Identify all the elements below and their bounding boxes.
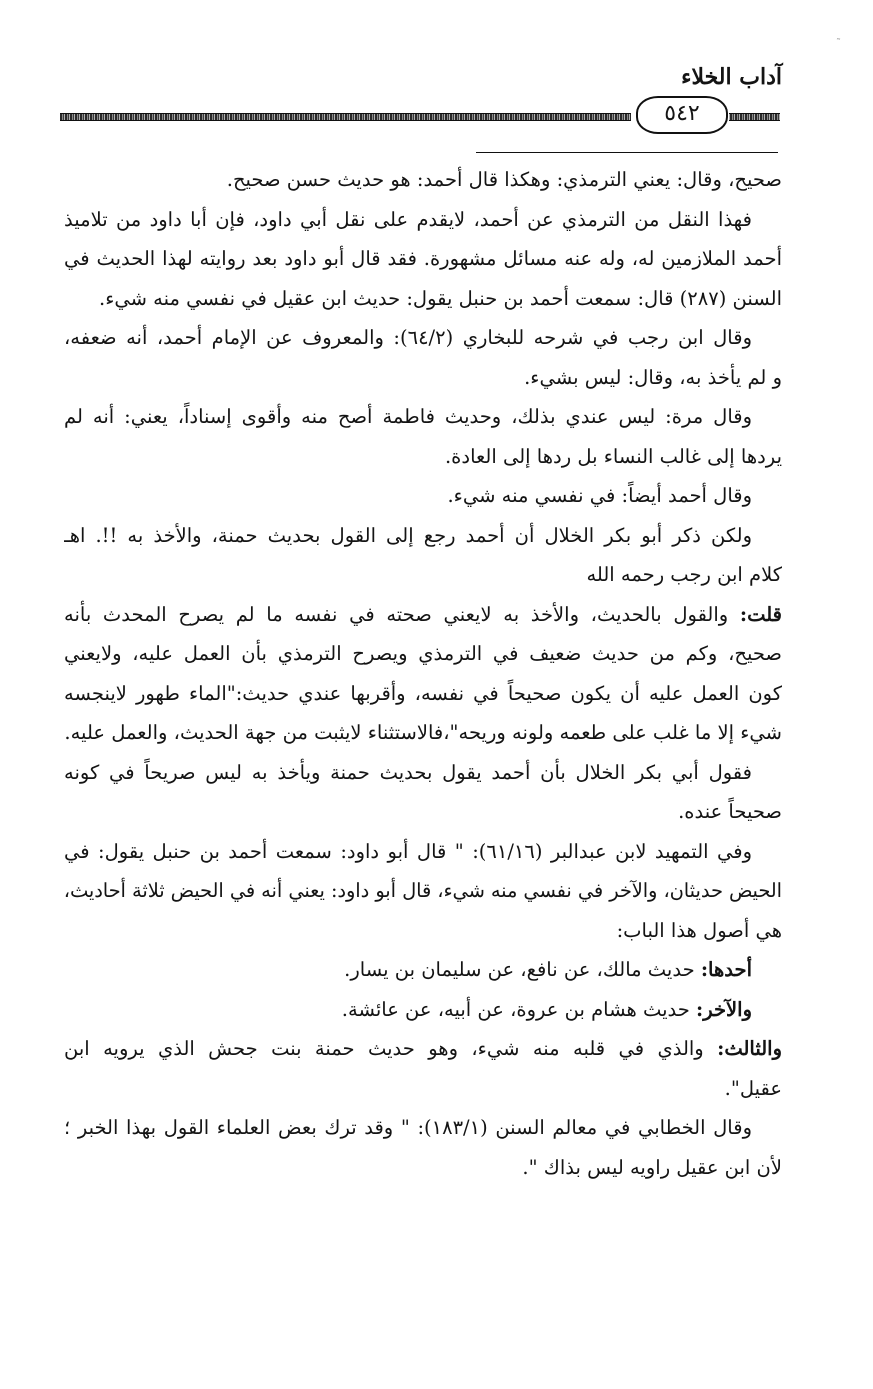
running-title: آداب الخلاء xyxy=(681,64,782,90)
text-line: لأن ابن عقيل راويه ليس بذاك ". xyxy=(522,1155,782,1179)
page-number: ٥٤٢ xyxy=(636,96,728,134)
paragraph-12 xyxy=(64,1029,782,1108)
text-line: فهذا النقل من الترمذي عن أحمد، لايقدم على نقل أبي داود، فإن أبا داود من تلاميذ xyxy=(64,207,752,231)
paragraph-3 xyxy=(64,318,782,397)
text-line: السنن (٢٨٧) قال: سمعت أحمد بن حنبل يقول: حديث ابن عقيل في نفسي منه شيء. xyxy=(99,286,782,310)
footnote-separator-rule xyxy=(476,152,778,153)
paragraph-4 xyxy=(64,397,782,476)
text-line: كون العمل عليه أن يكون صحيحاً في نفسه، وأقربها عندي حديث:"الماء طهور لاينجسه xyxy=(64,681,782,705)
text-line: صحيح، وكم من حديث ضعيف في الترمذي ويصرح الترمذي بأن العمل عليه، ولايعني xyxy=(64,642,782,665)
lead-word: والثالث: xyxy=(717,1037,782,1060)
text-line: يردها إلى غالب النساء بل ردها إلى العادة. xyxy=(444,444,782,468)
text-line: صحيح، وقال: يعني الترمذي: وهكذا قال أحمد: هو حديث حسن صحيح. xyxy=(226,168,782,191)
paragraph-5 xyxy=(64,476,782,516)
paragraph-7 xyxy=(64,595,782,753)
text-line: وفي التمهيد لابن عبدالبر (٦١/١٦): " قال أبو داود: سمعت أحمد بن حنبل يقول: في xyxy=(64,839,752,863)
main-text xyxy=(64,160,782,1187)
paragraph-2 xyxy=(64,200,782,319)
paragraph-1 xyxy=(64,160,782,200)
text-line: قلت: والقول بالحديث، والأخذ به لايعني صحته في نفسه ما لم يصرح المحدث بأنه xyxy=(64,602,782,626)
text-line: أحمد الملازمين له، وله عنه مسائل مشهورة. فقد قال أبو داود بعد روايته لهذا الحديث في xyxy=(64,247,782,270)
paragraph-11 xyxy=(64,990,782,1030)
text-line: أحدها: حديث مالك، عن نافع، عن سليمان بن يسار. xyxy=(344,958,752,981)
paragraph-13 xyxy=(64,1108,782,1187)
text-line: شيء إلا ما غلب على طعمه ولونه وريحه"،فالاستثناء لايثبت من جهة الحديث، والعمل عليه. xyxy=(64,721,782,744)
scan-speck: ˜ xyxy=(836,38,841,49)
paragraph-9 xyxy=(64,832,782,951)
text-line: والثالث: والذي في قلبه منه شيء، وهو حديث حمنة بنت جحش الذي يرويه ابن xyxy=(64,1037,782,1060)
text-line: وقال ابن رجب في شرحه للبخاري (٦٤/٢): والمعروف عن الإمام أحمد، أنه ضعفه، xyxy=(64,326,752,349)
paragraph-6 xyxy=(64,516,782,595)
text-line: و لم يأخذ به، وقال: ليس بشيء. xyxy=(524,365,782,389)
text-line: والآخر: حديث هشام بن عروة، عن أبيه، عن عائشة. xyxy=(341,997,752,1021)
lead-word: والآخر: xyxy=(696,997,752,1021)
lead-word: أحدها: xyxy=(700,958,752,981)
text-line: وقال الخطابي في معالم السنن (١٨٣/١): " وقد ترك بعض العلماء القول بهذا الخبر ؛ xyxy=(64,1116,752,1139)
paragraph-8 xyxy=(64,753,782,832)
text-line: كلام ابن رجب رحمه الله xyxy=(586,563,782,586)
text-line: صحيحاً عنده. xyxy=(678,800,782,823)
paragraph-10 xyxy=(64,950,782,990)
text-line: عقيل". xyxy=(724,1076,782,1100)
text-line: الحيض حديثان، والآخر في نفسي منه شيء، قال أبو داود: يعني أنه في الحيض ثلاثة أحاديث، xyxy=(64,879,782,902)
text-line: فقول أبي بكر الخلال بأن أحمد يقول بحديث حمنة ويأخذ به ليس صريحاً في كونه xyxy=(64,760,752,784)
text-line: ولكن ذكر أبو بكر الخلال أن أحمد رجع إلى القول بحديث حمنة، والأخذ به !!. اهـ xyxy=(64,523,752,547)
lead-word: قلت: xyxy=(739,602,782,626)
text-line: وقال مرة: ليس عندي بذلك، وحديث فاطمة أصح منه وأقوى إسناداً، يعني: أنه لم xyxy=(64,405,752,428)
text-line: هي أصول هذا الباب: xyxy=(616,918,782,942)
text-line: وقال أحمد أيضاً: في نفسي منه شيء. xyxy=(447,484,752,507)
